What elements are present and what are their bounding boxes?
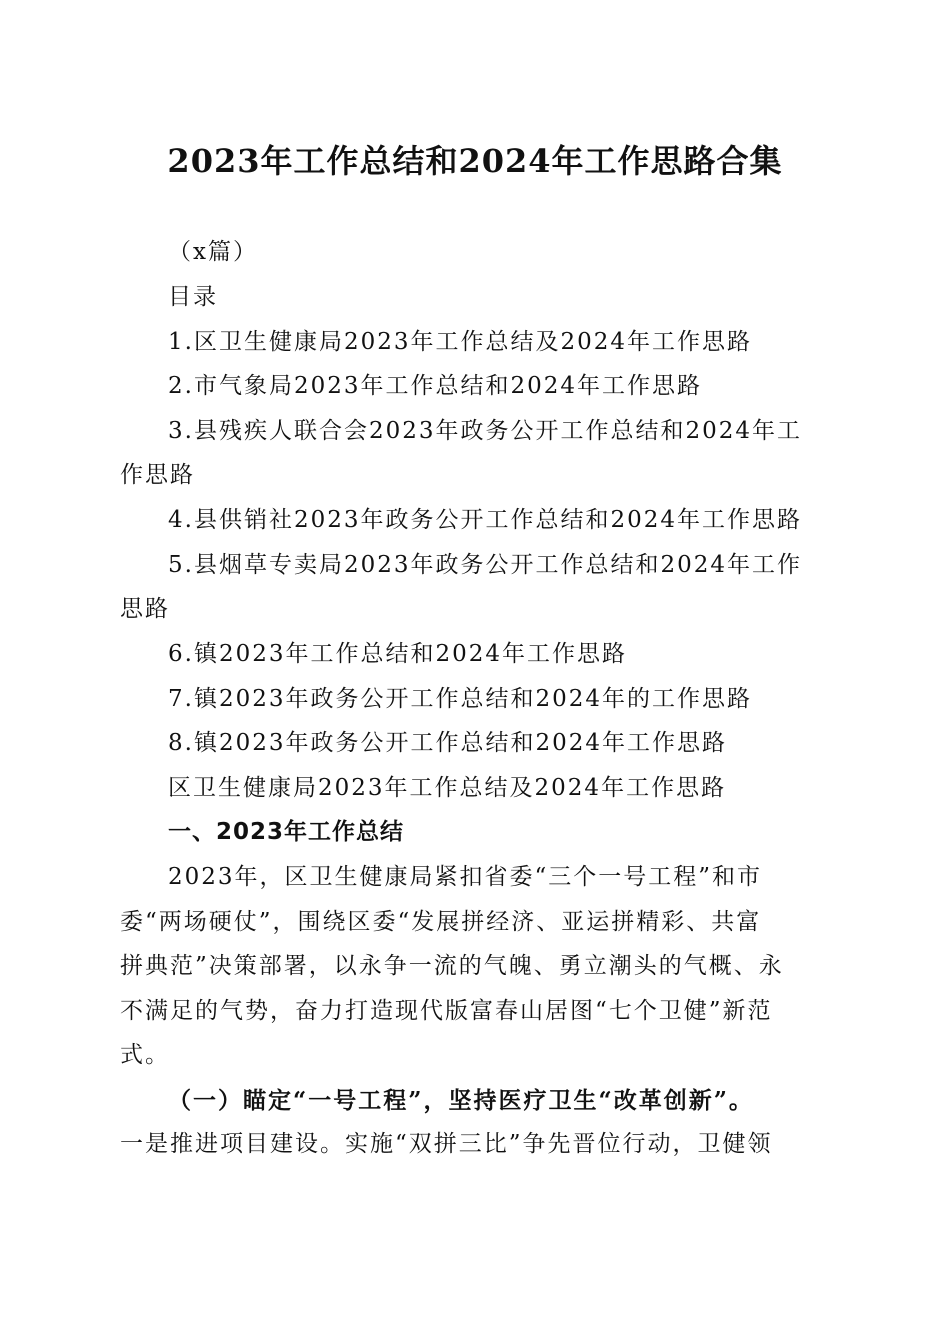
body-line-4: 不满足的气势，奋力打造现代版富春山居图“七个卫健”新范 bbox=[120, 998, 773, 1024]
toc-item-8: 8.镇2023年政务公开工作总结和2024年工作思路 bbox=[168, 730, 728, 756]
body-line-5: 式。 bbox=[120, 1042, 170, 1068]
body-line-1: 2023年，区卫生健康局紧扣省委“三个一号工程”和市 bbox=[168, 864, 763, 890]
article-count-note: （x篇） bbox=[168, 239, 258, 265]
toc-item-3: 3.县残疾人联合会2023年政务公开工作总结和2024年工 bbox=[168, 418, 803, 444]
toc-item-3-continued: 作思路 bbox=[120, 462, 195, 488]
subsection-line-1: 一是推进项目建设。实施“双拼三比”争先晋位行动，卫健领 bbox=[120, 1131, 773, 1157]
body-line-2: 委“两场硬仗”，围绕区委“发展拼经济、亚运拼精彩、共富 bbox=[120, 909, 762, 935]
toc-item-7: 7.镇2023年政务公开工作总结和2024年的工作思路 bbox=[168, 686, 753, 712]
toc-item-2: 2.市气象局2023年工作总结和2024年工作思路 bbox=[168, 373, 703, 399]
document-title: 2023年工作总结和2024年工作思路合集 bbox=[167, 142, 783, 180]
toc-item-5: 5.县烟草专卖局2023年政务公开工作总结和2024年工作 bbox=[168, 552, 803, 578]
toc-item-4: 4.县供销社2023年政务公开工作总结和2024年工作思路 bbox=[168, 507, 803, 533]
subsection-heading: （一）瞄定“一号工程”，坚持医疗卫生“改革创新”。 bbox=[168, 1087, 754, 1114]
article-title: 区卫生健康局2023年工作总结及2024年工作思路 bbox=[168, 775, 727, 801]
toc-item-1: 1.区卫生健康局2023年工作总结及2024年工作思路 bbox=[168, 329, 753, 355]
section-heading: 一、2023年工作总结 bbox=[168, 819, 405, 845]
body-line-3: 拼典范”决策部署，以永争一流的气魄、勇立潮头的气概、永 bbox=[120, 953, 784, 979]
toc-item-5-continued: 思路 bbox=[120, 596, 170, 622]
toc-item-6: 6.镇2023年工作总结和2024年工作思路 bbox=[168, 641, 628, 667]
toc-label: 目录 bbox=[168, 284, 218, 310]
